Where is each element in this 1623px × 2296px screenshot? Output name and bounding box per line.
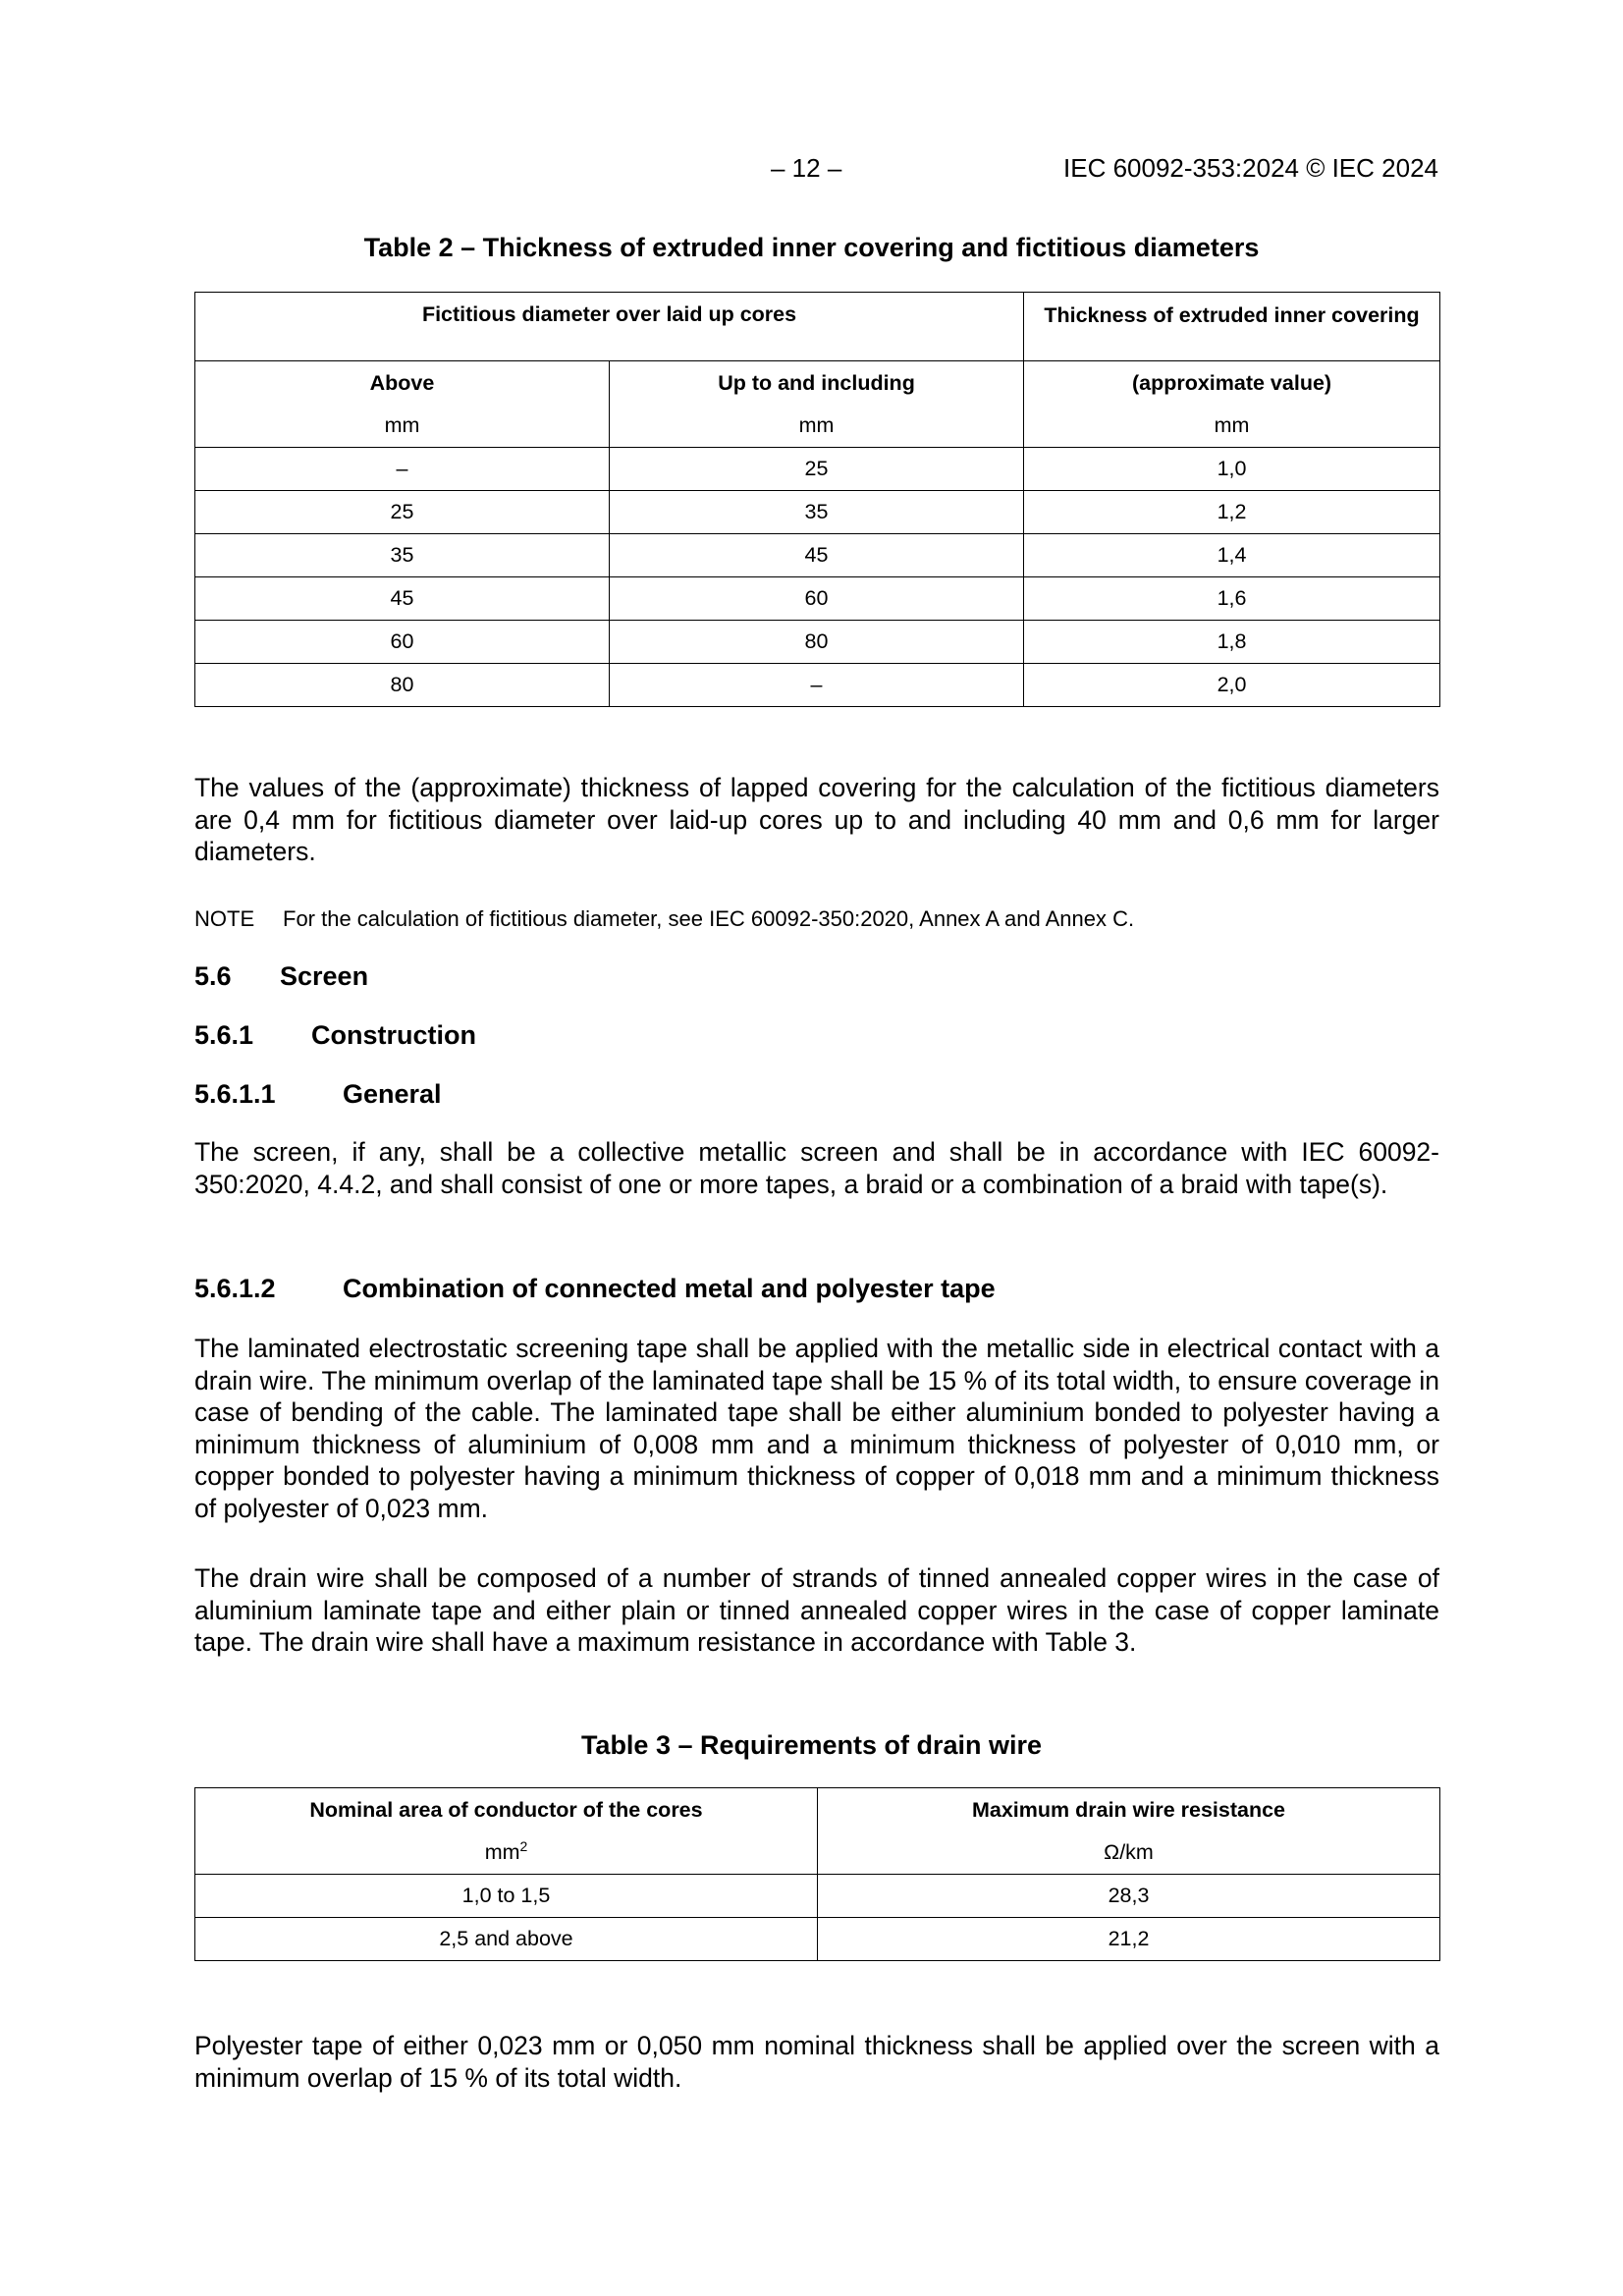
table-row	[195, 1875, 1440, 1918]
paragraph-screen-general: The screen, if any, shall be a collective metallic screen and shall be in accordance with IEC 60092-350:2020, 4.4.2, and shall consist of one or more tapes, a braid or a combination of a braid with tape(s).	[194, 1137, 1439, 1199]
table2-group-header: Fictitious diameter over laid up cores	[195, 293, 1024, 361]
table2-cell: 2,0	[1024, 664, 1440, 707]
table2-unit-thickness: mm	[1024, 406, 1440, 448]
page-number: – 12 –	[771, 153, 842, 183]
heading-5-6-1-2	[194, 1274, 996, 1304]
table2-cell: 1,4	[1024, 534, 1440, 577]
table2-caption: Table 2 – Thickness of extruded inner covering and fictitious diameters	[363, 233, 1260, 262]
heading-title: General	[343, 1079, 442, 1109]
table2-cell: –	[195, 448, 610, 491]
table2-thickness-header: Thickness of extruded inner covering	[1024, 293, 1440, 361]
unit-exponent: 2	[519, 1838, 528, 1855]
heading-title: Screen	[280, 961, 369, 991]
paragraph-lapped-covering: The values of the (approximate) thickness of lapped covering for the calculation of the fictitious diameters are 0,4 mm for fictitious diameter over laid-up cores up to and including 40 mm and 0,6 mm for larger diameters.	[194, 773, 1439, 866]
unit-text: mm	[484, 1840, 520, 1865]
table-row	[195, 577, 1440, 621]
paragraph-laminated-tape: The laminated electrostatic screening tape shall be applied with the metallic side in electrical contact with a drain wire. The minimum overlap of the laminated tape shall be 15 % of its total width, to ensure coverage in case of bending of the cable. The laminated tape shall be either aluminium bonded to polyester having a minimum thickness of aluminium of 0,008 mm and a minimum thickness of polyester of 0,010 mm, or copper bonded to polyester having a minimum thickness of copper of 0,018 mm and a minimum thickness of polyester of 0,023 mm.	[194, 1334, 1439, 1523]
heading-5-6-1-1	[194, 1079, 442, 1110]
table3-col1-unit	[195, 1832, 818, 1875]
table3-cell: 21,2	[818, 1918, 1440, 1961]
table2-cell: 35	[610, 491, 1024, 534]
table2-unit-above: mm	[195, 406, 610, 448]
table2-cell: 80	[195, 664, 610, 707]
table3	[194, 1787, 1440, 1961]
table2-col-thickness-sub: (approximate value)	[1024, 361, 1440, 406]
heading-number: 5.6.1.1	[194, 1079, 276, 1109]
document-reference: IEC 60092-353:2024 © IEC 2024	[1063, 153, 1438, 183]
table2-cell: 45	[195, 577, 610, 621]
table-row	[195, 448, 1440, 491]
note-text: For the calculation of fictitious diameter, see IEC 60092-350:2020, Annex A and Annex C.	[283, 906, 1135, 931]
heading-title: Combination of connected metal and polyester tape	[343, 1274, 996, 1303]
page-header	[0, 153, 1623, 189]
table2-cell: –	[610, 664, 1024, 707]
table-row	[195, 534, 1440, 577]
table2-cell: 1,8	[1024, 621, 1440, 664]
table-row	[195, 491, 1440, 534]
table2-cell: 1,6	[1024, 577, 1440, 621]
table3-cell: 2,5 and above	[195, 1918, 818, 1961]
table2-cell: 25	[610, 448, 1024, 491]
heading-number: 5.6	[194, 961, 232, 991]
table3-caption: Table 3 – Requirements of drain wire	[580, 1730, 1043, 1760]
table2-cell: 80	[610, 621, 1024, 664]
table2-unit-upto: mm	[610, 406, 1024, 448]
heading-5-6-1	[194, 1020, 476, 1051]
table-row	[195, 621, 1440, 664]
note	[194, 906, 1134, 932]
table3-cell: 1,0 to 1,5	[195, 1875, 818, 1918]
heading-number: 5.6.1.2	[194, 1274, 276, 1303]
heading-title: Construction	[311, 1020, 476, 1050]
table-row	[195, 664, 1440, 707]
table2-cell: 60	[610, 577, 1024, 621]
table2-cell: 1,2	[1024, 491, 1440, 534]
table2-col-above: Above	[195, 361, 610, 406]
note-label: NOTE	[194, 906, 255, 931]
table2-col-upto: Up to and including	[610, 361, 1024, 406]
heading-number: 5.6.1	[194, 1020, 254, 1050]
paragraph-drain-wire: The drain wire shall be composed of a number of strands of tinned annealed copper wires in the case of aluminium laminate tape and either plain or tinned annealed copper wires in the case of copper laminate tape. The drain wire shall have a maximum resistance in accordance with Table 3.	[194, 1563, 1439, 1657]
heading-5-6	[194, 961, 368, 992]
table2-cell: 1,0	[1024, 448, 1440, 491]
table2-cell: 45	[610, 534, 1024, 577]
table3-col2-header: Maximum drain wire resistance	[818, 1788, 1440, 1832]
table-row	[195, 1918, 1440, 1961]
table3-col2-unit: Ω/km	[818, 1832, 1440, 1875]
table2-cell: 35	[195, 534, 610, 577]
paragraph-polyester-tape: Polyester tape of either 0,023 mm or 0,050 mm nominal thickness shall be applied over the screen with a minimum overlap of 15 % of its total width.	[194, 2031, 1439, 2093]
table2-cell: 25	[195, 491, 610, 534]
table2-cell: 60	[195, 621, 610, 664]
table3-col1-header: Nominal area of conductor of the cores	[195, 1788, 818, 1832]
table2	[194, 292, 1440, 707]
table3-cell: 28,3	[818, 1875, 1440, 1918]
